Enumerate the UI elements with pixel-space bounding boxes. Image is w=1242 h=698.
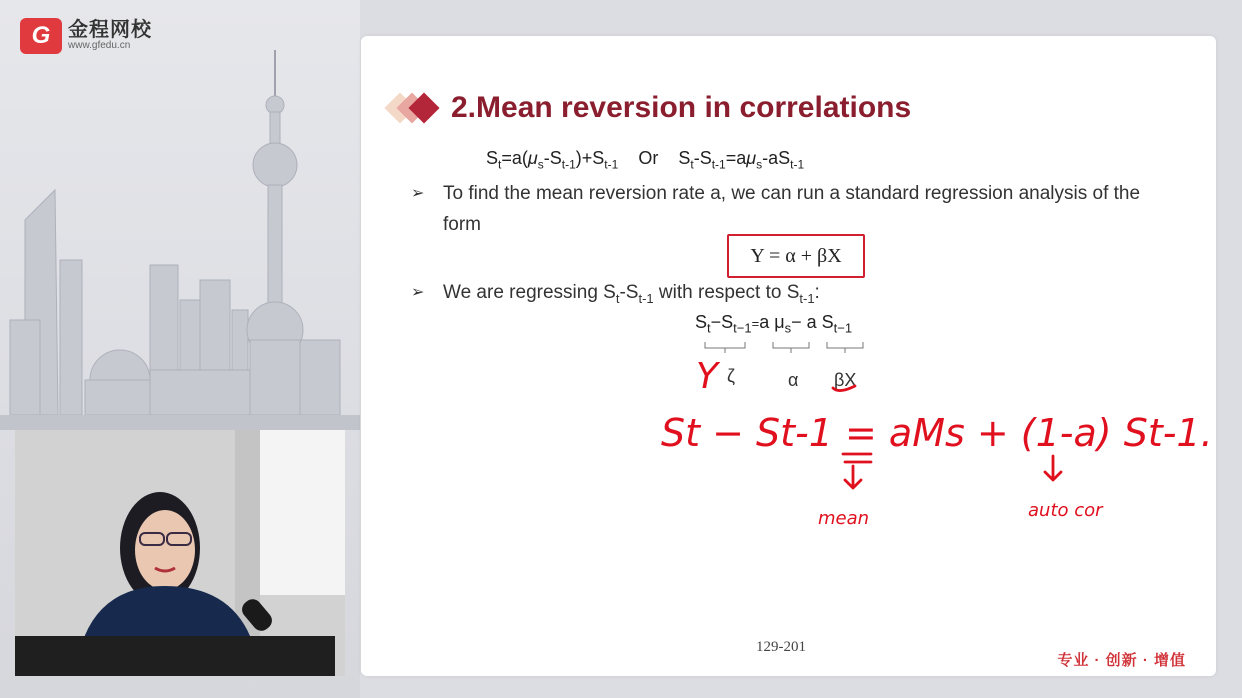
bullet-regressing (411, 277, 1171, 314)
slide-panel (361, 36, 1216, 676)
city-skyline-illustration (0, 40, 360, 430)
bullet-text: We are regressing $S_t-S_{t-1}$ with respect to $S_{t-1}$: (443, 282, 820, 306)
handwritten-note-autocor: auto cor (1028, 500, 1103, 521)
handwritten-equation: St − St-1 = aMs + (1-a) St-1. (661, 411, 1213, 455)
label-beta-x: βX (834, 370, 857, 390)
brand-logo[interactable] (20, 18, 152, 54)
bullet-arrow-icon: ➢ (411, 185, 425, 202)
mean-reversion-equation: $S_t=a(\mu_s-S_{t-1})+S_{t-1}$ Or $S_t-S_{t-1}=a\mu_s-aS_{t-1}$ (486, 148, 805, 172)
page-number: 129-201 (756, 639, 806, 655)
logo-text (68, 20, 152, 52)
label-zeta: ζ (727, 366, 735, 386)
bullet-text: To find the mean reversion rate a, we can run a standard regression analysis of the form (443, 183, 1141, 235)
presenter-video-icon (15, 430, 345, 676)
regression-equation: $S_t-S_{t-1}=a$ $\mu_s- a$ $S_{t-1}$ (695, 312, 853, 336)
title-diamonds-icon (381, 88, 441, 128)
slide-title-row (381, 88, 911, 128)
bullet-arrow-icon: ➢ (411, 284, 425, 301)
brand-url: www.gfedu.cn (68, 40, 131, 52)
handwritten-y: Y (696, 356, 718, 397)
label-alpha: α (788, 370, 799, 390)
slogan: 专业 · 创新 · 增值 (1057, 652, 1186, 669)
underbraces (701, 338, 881, 360)
presenter-webcam (15, 430, 345, 676)
logo-mark-icon: G (20, 18, 62, 54)
boxed-regression-formula: Y = α + βX (727, 234, 865, 278)
slide-title: 2.Mean reversion in correlations (451, 91, 912, 124)
brand-name: 金程网校 (68, 19, 152, 42)
handwritten-note-mean: mean (818, 508, 870, 529)
bullet-regression-form (411, 178, 1171, 240)
